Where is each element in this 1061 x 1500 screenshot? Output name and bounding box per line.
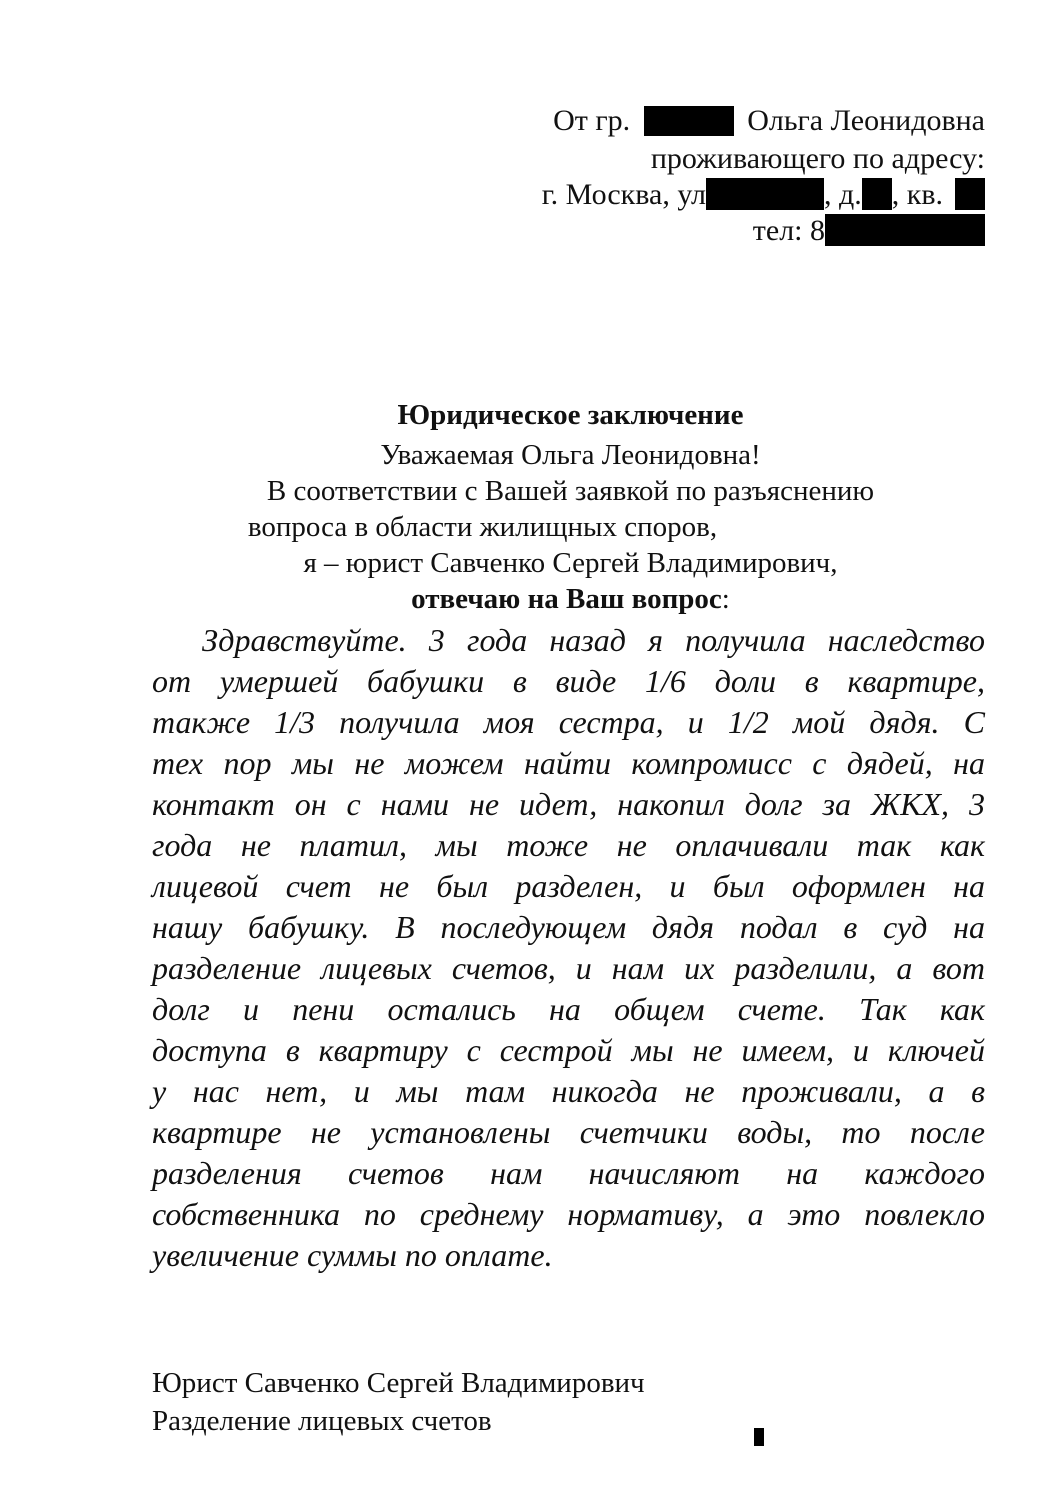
greeting: Уважаемая Ольга Леонидовна! bbox=[380, 439, 761, 471]
intro-line-2: вопроса в области жилищных споров, bbox=[247, 511, 718, 543]
phone-label: тел: 8 bbox=[752, 214, 825, 247]
question-line: от умершей бабушки в виде 1/6 доли в квартире, bbox=[152, 663, 985, 699]
document-title: Юридическое заключение bbox=[397, 399, 744, 431]
question-line: у нас нет, и мы там никогда не проживали, а в bbox=[152, 1073, 985, 1109]
header-address-line bbox=[542, 178, 985, 212]
from-name: Ольга Леонидовна bbox=[747, 104, 985, 137]
signature-topic: Разделение лицевых счетов bbox=[152, 1405, 492, 1437]
question-line: тех пор мы не можем найти компромисс с дядей, на bbox=[152, 745, 985, 781]
header-address-label: проживающего по адресу: bbox=[650, 142, 985, 175]
question-line: года не платил, мы тоже не оплачивали так как bbox=[152, 827, 985, 863]
redacted-street bbox=[706, 178, 824, 210]
answer-colon: : bbox=[721, 583, 730, 615]
redacted-surname bbox=[644, 106, 734, 136]
apt-label: , кв. bbox=[891, 178, 943, 211]
intro-line-1: В соответствии с Вашей заявкой по разъяснению bbox=[266, 475, 875, 507]
question-line: доступа в квартиру с сестрой мы не имеем, и ключей bbox=[152, 1032, 985, 1068]
question-line: также 1/3 получила моя сестра, и 1/2 мой дядя. С bbox=[152, 704, 985, 740]
question-line: долг и пени остались на общем счете. Так как bbox=[152, 991, 985, 1027]
city-prefix: г. Москва, ул bbox=[541, 178, 706, 211]
question-line: разделение лицевых счетов, и нам их разделили, а вот bbox=[152, 950, 985, 986]
redacted-house bbox=[862, 178, 892, 210]
question-line: контакт он с нами не идет, накопил долг за ЖКХ, 3 bbox=[152, 786, 985, 822]
intro-line-3: я – юрист Савченко Сергей Владимирович, bbox=[303, 547, 838, 579]
question-line: квартире не установлены счетчики воды, то после bbox=[152, 1114, 985, 1150]
signature-author: Юрист Савченко Сергей Владимирович bbox=[152, 1367, 645, 1399]
answer-bold: отвечаю на Ваш вопрос bbox=[411, 583, 722, 615]
answer-line bbox=[40, 582, 1061, 616]
question-line: нашу бабушку. В последующем дядя подал в суд на bbox=[152, 909, 985, 945]
header-phone-line bbox=[753, 214, 985, 248]
house-label: , д. bbox=[823, 178, 862, 211]
question-line: лицевой счет не был разделен, и был оформлен на bbox=[152, 868, 985, 904]
question-line: Здравствуйте. 3 года назад я получила наследство bbox=[202, 622, 985, 658]
from-prefix: От гр. bbox=[553, 104, 631, 137]
header-from-line bbox=[553, 104, 985, 138]
question-text bbox=[152, 620, 985, 1276]
question-line: увеличение суммы по оплате. bbox=[152, 1237, 553, 1273]
question-line: собственника по среднему нормативу, а это повлекло bbox=[152, 1196, 985, 1232]
redacted-apartment bbox=[955, 178, 985, 210]
ink-mark bbox=[754, 1428, 764, 1446]
question-line: разделения счетов нам начисляют на каждого bbox=[152, 1155, 985, 1191]
redacted-phone bbox=[825, 214, 985, 246]
